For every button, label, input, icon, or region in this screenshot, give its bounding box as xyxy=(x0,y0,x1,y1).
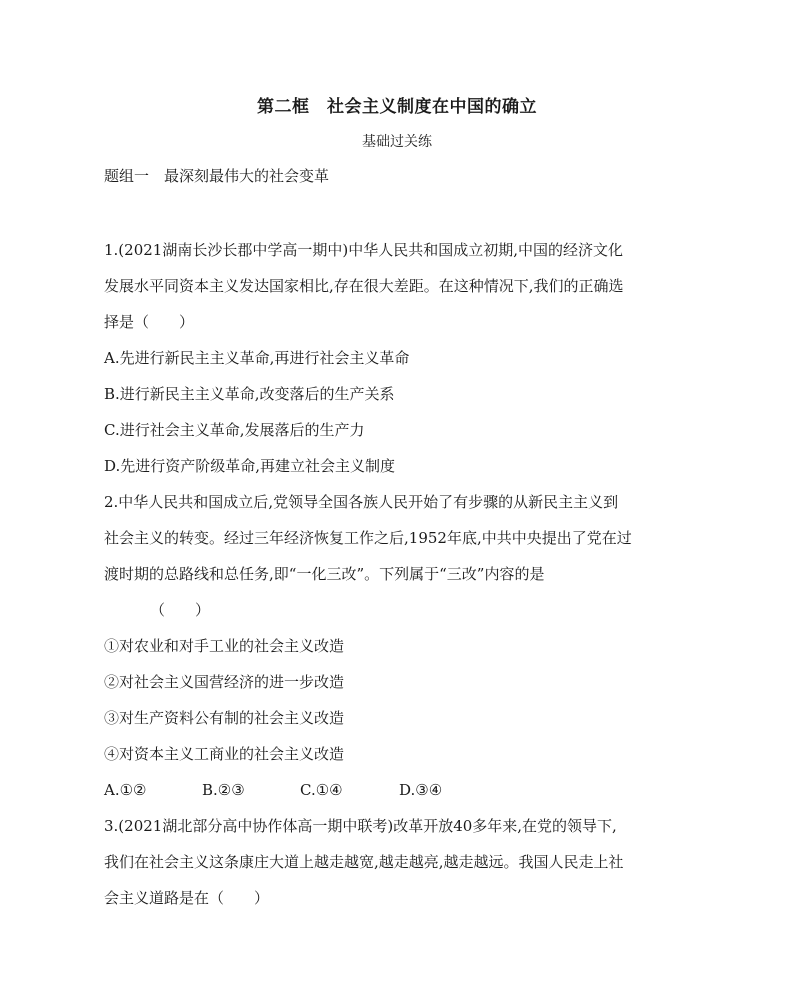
q1-stem-line: 发展水平同资本主义发达国家相比,存在很大差距。在这种情况下,我们的正确选 xyxy=(104,277,624,295)
q2-stem-line: 渡时期的总路线和总任务,即“一化三改”。下列属于“三改”内容的是 xyxy=(104,565,545,583)
q3-stem-line: 我们在社会主义这条康庄大道上越走越宽,越走越亮,越走越远。我国人民走上社 xyxy=(104,853,624,871)
q3-stem-line: 3.(2021湖北部分高中协作体高一期中联考)改革开放40多年来,在党的领导下, xyxy=(104,817,617,835)
q1-stem-line: 择是（ ） xyxy=(104,313,195,331)
q2-choice-b: B.②③ xyxy=(202,781,245,799)
q2-stem-line: 社会主义的转变。经过三年经济恢复工作之后,1952年底,中共中央提出了党在过 xyxy=(104,529,632,547)
q2-answer-blank: （ ） xyxy=(150,601,211,619)
q2-choice-c: C.①④ xyxy=(300,781,343,799)
q2-stem-line: 2.中华人民共和国成立后,党领导全国各族人民开始了有步骤的从新民主主义到 xyxy=(104,493,619,511)
q1-option-d: D.先进行资产阶级革命,再建立社会主义制度 xyxy=(104,457,396,475)
q3-stem-line: 会主义道路是在（ ） xyxy=(104,889,270,907)
section-subtitle: 基础过关练 xyxy=(362,134,432,150)
q2-statement-2: ②对社会主义国营经济的进一步改造 xyxy=(104,673,345,691)
q1-option-b: B.进行新民主主义革命,改变落后的生产关系 xyxy=(104,385,395,403)
questions-body xyxy=(104,232,694,916)
q2-choice-d: D.③④ xyxy=(399,781,443,799)
q2-choice-a: A.①② xyxy=(104,781,147,799)
question-group-heading: 题组一 最深刻最伟大的社会变革 xyxy=(104,167,330,185)
q1-stem-line: 1.(2021湖南长沙长郡中学高一期中)中华人民共和国成立初期,中国的经济文化 xyxy=(104,241,623,259)
q2-statement-3: ③对生产资料公有制的社会主义改造 xyxy=(104,709,345,727)
q2-statement-4: ④对资本主义工商业的社会主义改造 xyxy=(104,745,345,763)
q1-option-c: C.进行社会主义革命,发展落后的生产力 xyxy=(104,421,365,439)
q1-option-a: A.先进行新民主主义革命,再进行社会主义革命 xyxy=(104,349,410,367)
q2-choices-row xyxy=(104,772,694,808)
q2-statement-1: ①对农业和对手工业的社会主义改造 xyxy=(104,637,345,655)
page-title: 第二框 社会主义制度在中国的确立 xyxy=(257,97,537,117)
